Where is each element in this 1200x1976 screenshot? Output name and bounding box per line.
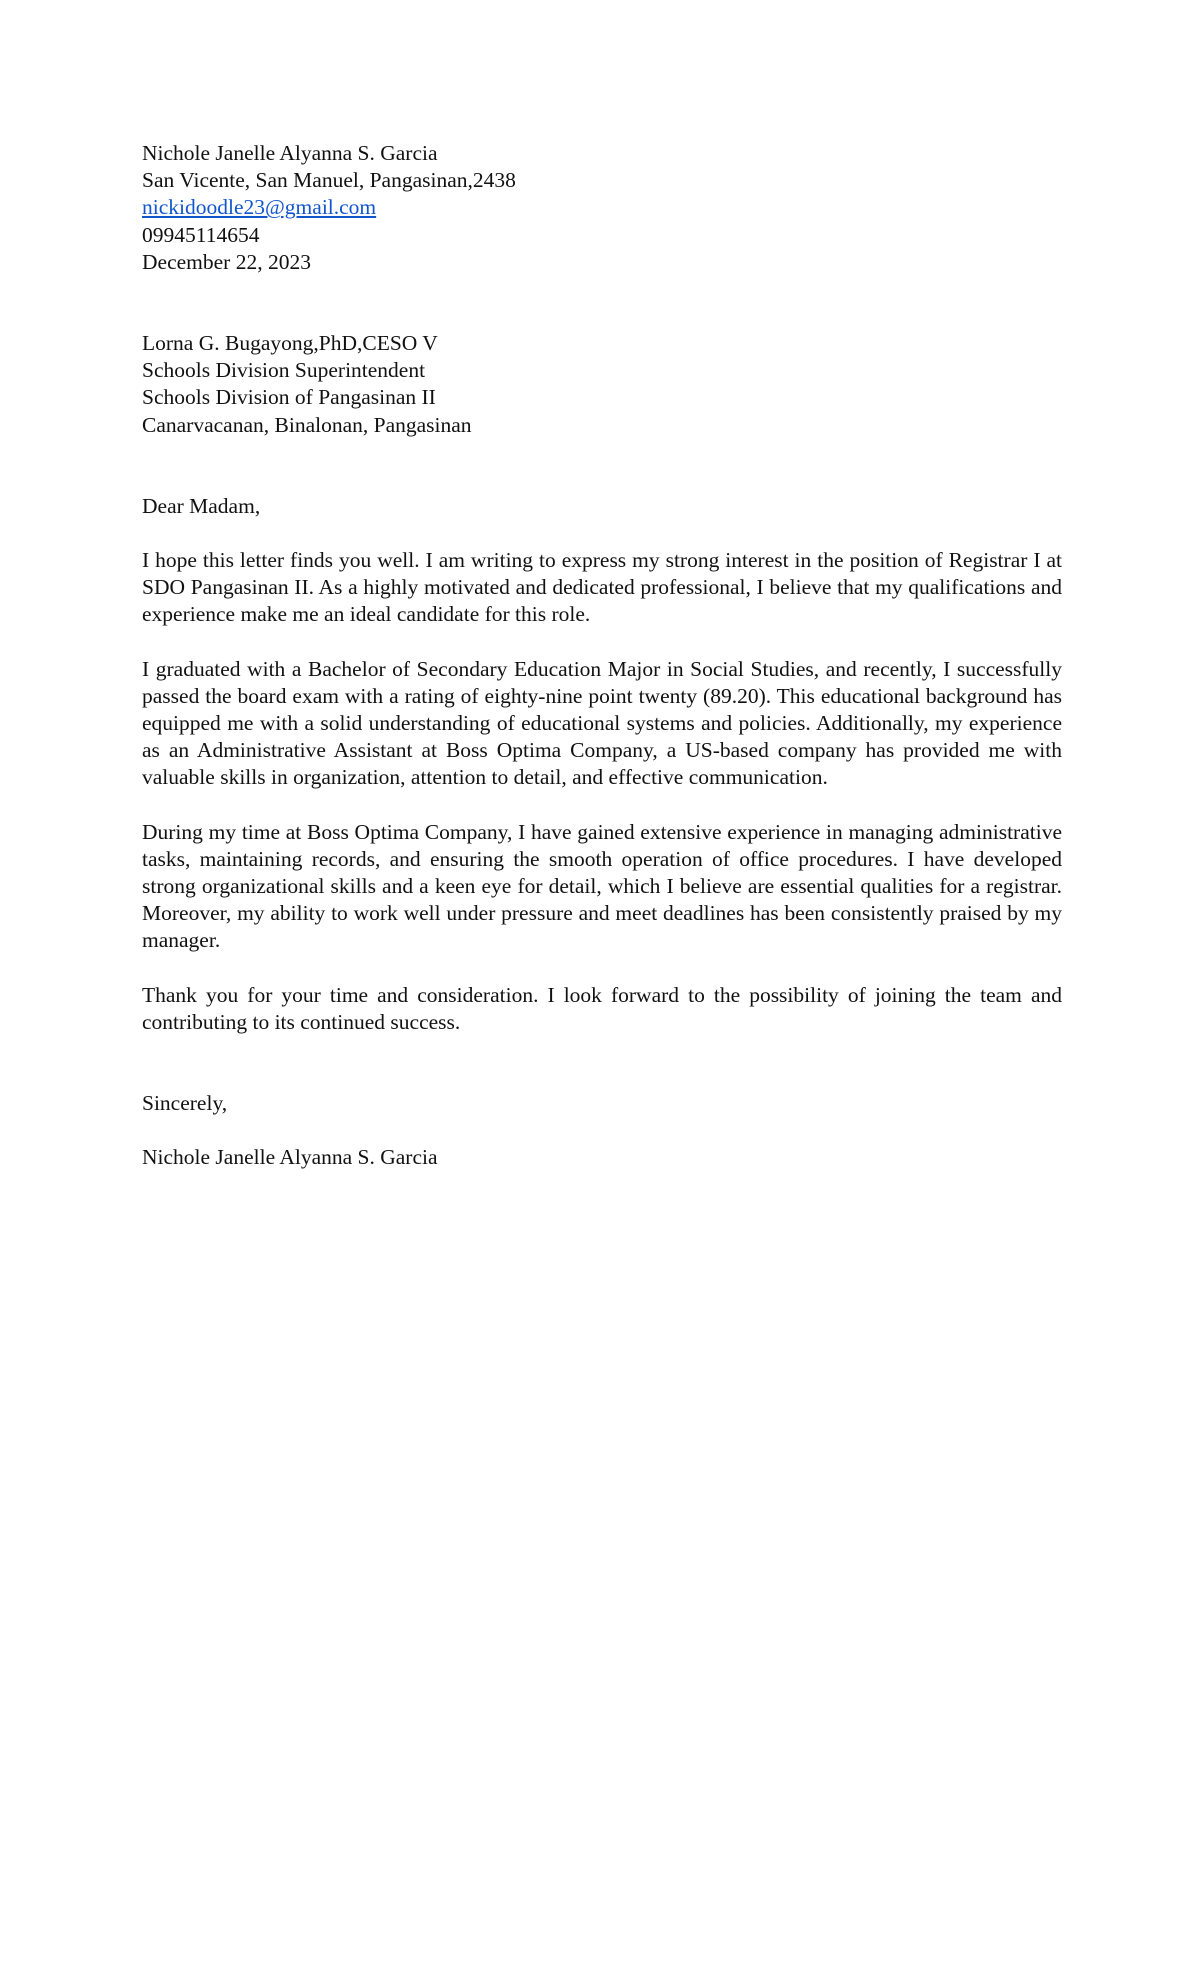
sender-email-link[interactable]: nickidoodle23@gmail.com [142,195,377,220]
recipient-block [142,330,1062,439]
sender-address: San Vicente, San Manuel, Pangasinan,2438 [142,168,516,193]
body-paragraph-1: I hope this letter finds you well. I am writing to express my strong interest in the position of Registrar I at SDO Pangasinan II. As a highly motivated and dedicated professional, I believe that my qualifications and experience make me an ideal candidate for this role. [142,548,1062,627]
letter-page [142,140,1062,1171]
signature-name: Nichole Janelle Alyanna S. Garcia [142,1145,438,1170]
closing: Sincerely, [142,1091,228,1116]
recipient-title: Schools Division Superintendent [142,358,426,383]
sender-phone: 09945114654 [142,222,260,247]
sender-name: Nichole Janelle Alyanna S. Garcia [142,141,438,165]
salutation: Dear Madam, [142,493,261,518]
letter-date: December 22, 2023 [142,249,311,274]
body-paragraph-3: During my time at Boss Optima Company, I have gained extensive experience in managing administrative tasks, maintaining records, and ensuring the smooth operation of office procedures. I have developed strong organizational skills and a keen eye for detail, which I believe are essential qualities for a registrar. Moreover, my ability to work well under pressure and meet deadlines has been consistently praised by my manager. [142,819,1062,953]
body-paragraph-4: Thank you for your time and consideration. I look forward to the possibility of joining the team and contributing to its continued success. [142,982,1062,1034]
recipient-name: Lorna G. Bugayong,PhD,CESO V [142,331,438,356]
recipient-address: Canarvacanan, Binalonan, Pangasinan [142,412,472,437]
body-paragraph-2: I graduated with a Bachelor of Secondary Education Major in Social Studies, and recently, I successfully passed the board exam with a rating of eighty-nine point twenty (89.20). This educational background has equipped me with a solid understanding of educational systems and policies. Additionally, my experience as an Administrative Assistant at Boss Optima Company, a US-based company has provided me with valuable skills in organization, attention to detail, and effective communication. [142,656,1062,790]
sender-block [142,140,1062,276]
recipient-office: Schools Division of Pangasinan II [142,385,436,410]
sender-email-line [142,194,1062,221]
